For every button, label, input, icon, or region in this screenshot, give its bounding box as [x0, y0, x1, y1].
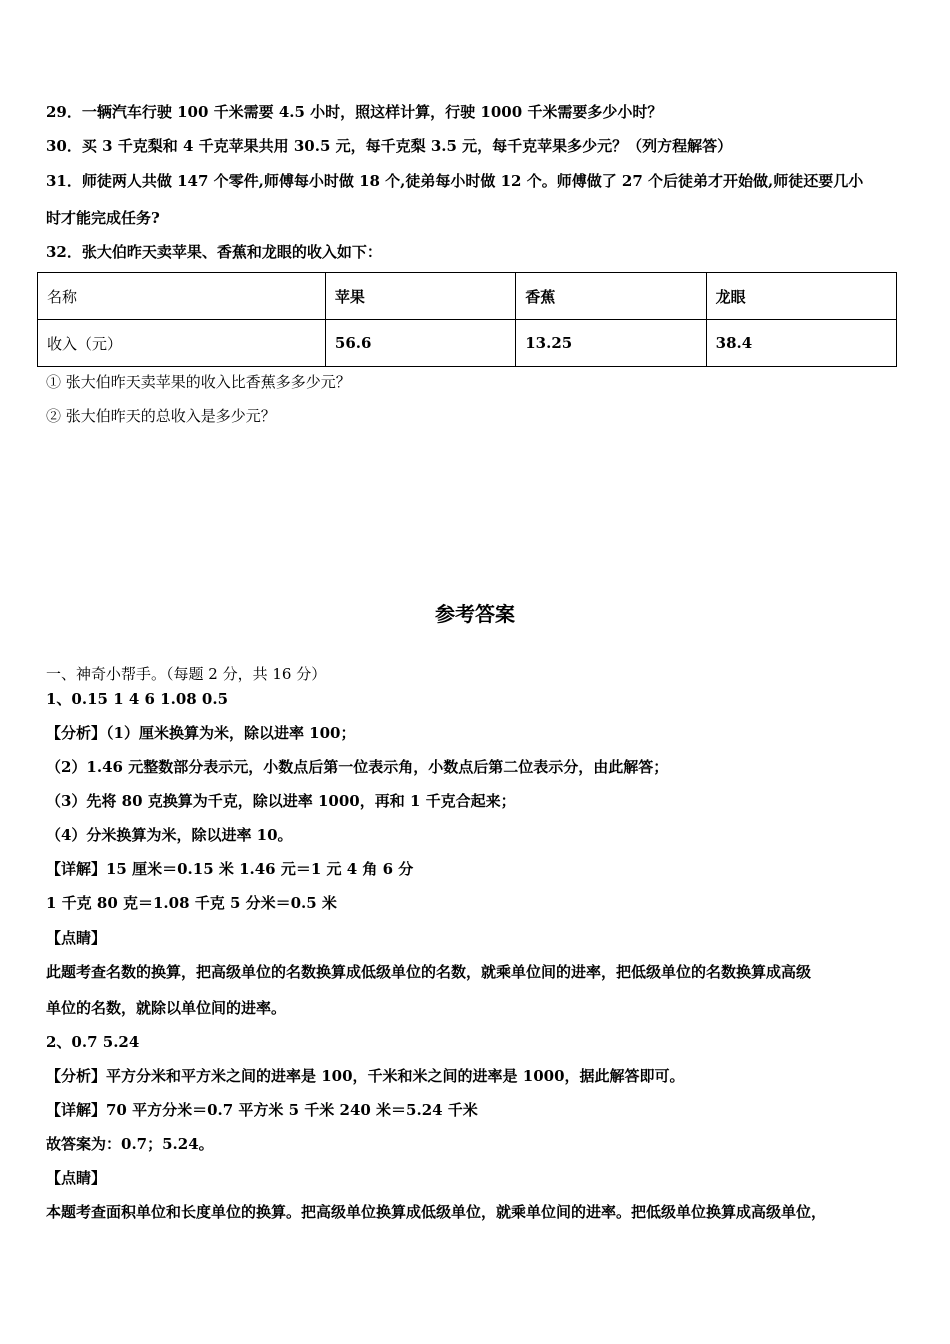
table-header-row — [38, 273, 897, 320]
answer-2-analysis: 【分析】平方分米和平方米之间的进率是 100，千米和米之间的进率是 1000，据此解答即可。 — [46, 1067, 685, 1085]
table-header-banana: 香蕉 — [516, 273, 706, 320]
answer-1-analysis-4: （4）分米换算为米，除以进率 10。 — [46, 826, 293, 844]
table-cell-longan: 38.4 — [706, 320, 896, 367]
answer-1-analysis: 【分析】（1）厘米换算为米，除以进率 100； — [46, 724, 356, 742]
table-row — [38, 320, 897, 367]
sub-question-1: ① 张大伯昨天卖苹果的收入比香蕉多多少元？ — [46, 373, 351, 391]
answer-2-detail: 【详解】70 平方分米＝0.7 平方米 5 千米 240 米＝5.24 千米 — [46, 1101, 478, 1119]
answer-1: 1、0.15 1 4 6 1.08 0.5 — [46, 690, 229, 708]
income-table — [37, 272, 897, 367]
answer-2-point: 【点睛】 — [46, 1169, 107, 1187]
table-header-name: 名称 — [38, 273, 326, 320]
answer-1-analysis-3: （3）先将 80 克换算为千克，除以进率 1000，再和 1 千克合起来； — [46, 792, 516, 810]
answer-2-point-text: 本题考查面积单位和长度单位的换算。把高级单位换算成低级单位，就乘单位间的进率。把低级单位换算成高级单位， — [46, 1203, 827, 1221]
question-29: 29．一辆汽车行驶 100 千米需要 4.5 小时，照这样计算，行驶 1000 千米需要多少小时？ — [46, 103, 663, 121]
answer-1-analysis-2: （2）1.46 元整数部分表示元，小数点后第一位表示角，小数点后第二位表示分，由此解答； — [46, 758, 669, 776]
answers-title: 参考答案 — [435, 602, 515, 626]
answer-1-point-text-1: 此题考查名数的换算，把高级单位的名数换算成低级单位的名数，就乘单位间的进率，把低级单位的名数换算成高级 — [46, 963, 812, 981]
question-31-line2: 时才能完成任务? — [46, 209, 160, 227]
question-30: 30．买 3 千克梨和 4 千克苹果共用 30.5 元，每千克梨 3.5 元，每千克苹果多少元？（列方程解答） — [46, 137, 733, 155]
question-32: 32．张大伯昨天卖苹果、香蕉和龙眼的收入如下： — [46, 243, 382, 261]
table-header-longan: 龙眼 — [706, 273, 896, 320]
table-header-apple: 苹果 — [325, 273, 515, 320]
answer-1-point-text-2: 单位的名数，就除以单位间的进率。 — [46, 999, 287, 1017]
table-cell-banana: 13.25 — [516, 320, 706, 367]
table-cell-apple: 56.6 — [325, 320, 515, 367]
answer-1-detail: 【详解】15 厘米＝0.15 米 1.46 元＝1 元 4 角 6 分 — [46, 860, 414, 878]
answer-1-point: 【点睛】 — [46, 929, 107, 947]
answer-2-result: 故答案为：0.7；5.24。 — [46, 1135, 214, 1153]
answer-1-detail-2: 1 千克 80 克＝1.08 千克 5 分米＝0.5 米 — [46, 894, 337, 912]
table-cell-income-label: 收入（元） — [38, 320, 326, 367]
sub-question-2: ② 张大伯昨天的总收入是多少元？ — [46, 407, 276, 425]
answers-section-1: 一、神奇小帮手。（每题 2 分，共 16 分） — [46, 665, 327, 683]
answer-2: 2、0.7 5.24 — [46, 1033, 140, 1051]
question-31-line1: 31．师徒两人共做 147 个零件,师傅每小时做 18 个,徒弟每小时做 12 个。师傅做了 27 个后徒弟才开始做,师徒还要几小 — [46, 172, 864, 190]
